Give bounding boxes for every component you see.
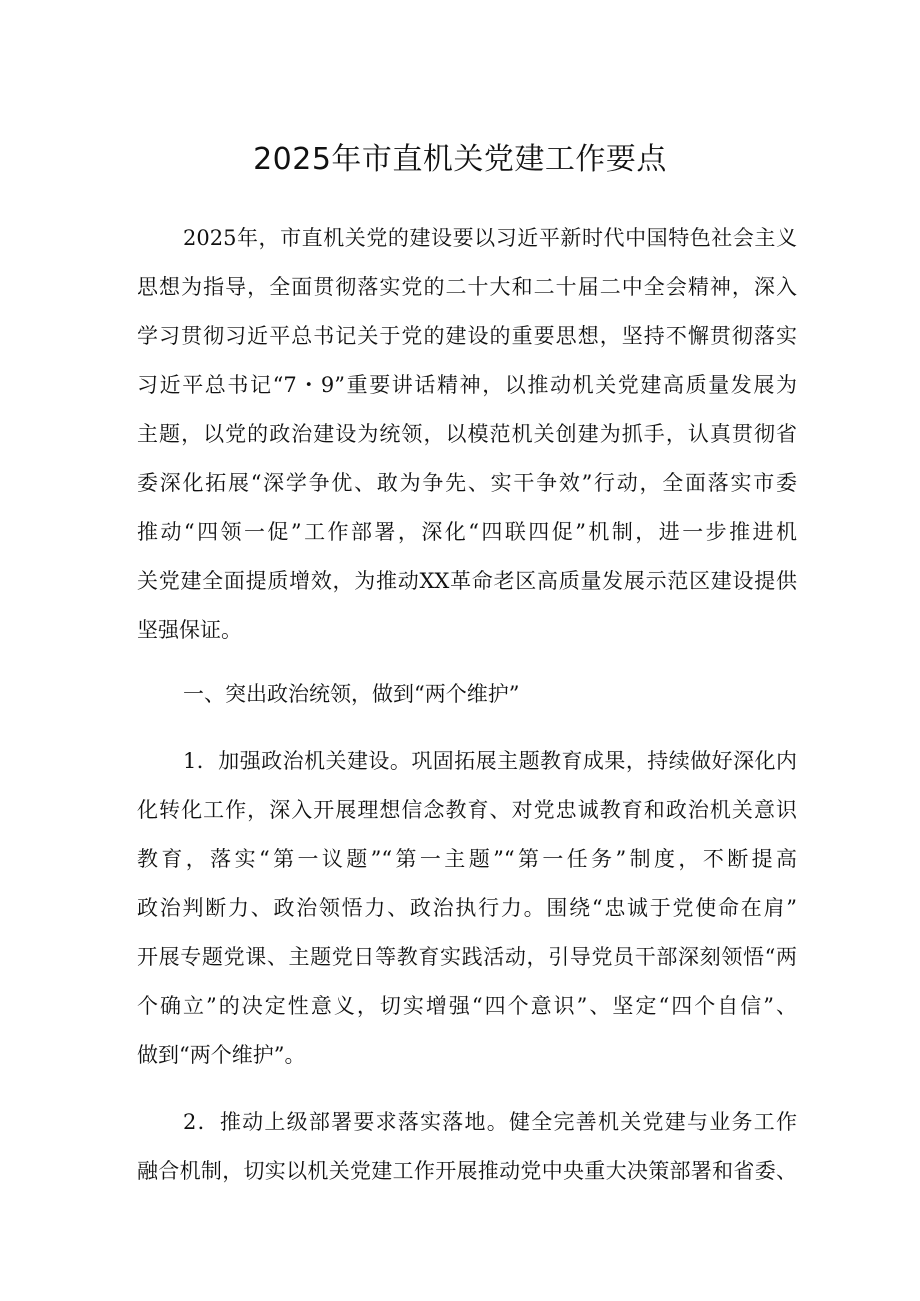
intro-line: 主题，以党的政治建设为统领，以模范机关创建为抓手，认真贯彻省	[137, 422, 797, 446]
item-1-line: 1．加强政治机关建设。巩固拓展主题教育成果，持续做好深化内	[183, 749, 797, 773]
item-1-line: 教育，落实“第一议题”“第一主题”“第一任务”制度，不断提高	[137, 847, 797, 871]
intro-paragraph	[137, 214, 797, 655]
intro-line: 委深化拓展“深学争优、敢为争先、实干争效”行动，全面落实市委	[137, 471, 797, 495]
intro-line: 思想为指导，全面贯彻落实党的二十大和二十届二中全会精神，深入	[137, 275, 797, 299]
item-2-line: 融合机制，切实以机关党建工作开展推动党中央重大决策部署和省委、	[137, 1159, 797, 1183]
intro-line: 关党建全面提质增效，为推动XX革命老区高质量发展示范区建设提供	[137, 569, 797, 593]
item-1-paragraph	[137, 737, 797, 1080]
item-1-line: 化转化工作，深入开展理想信念教育、对党忠诚教育和政治机关意识	[137, 798, 797, 822]
intro-line: 习近平总书记“7・9”重要讲话精神，以推动机关党建高质量发展为	[137, 373, 797, 397]
intro-line: 学习贯彻习近平总书记关于党的建设的重要思想，坚持不懈贯彻落实	[137, 324, 797, 348]
intro-line: 推动“四领一促”工作部署，深化“四联四促”机制，进一步推进机	[137, 520, 797, 544]
item-1-line: 做到“两个维护”。	[137, 1043, 306, 1067]
intro-line: 2025年，市直机关党的建设要以习近平新时代中国特色社会主义	[183, 226, 797, 250]
section-1-heading: 一、突出政治统领，做到“两个维护”	[183, 682, 520, 706]
intro-line: 坚强保证。	[137, 618, 242, 642]
section-1-heading-block	[137, 670, 797, 719]
item-1-line: 政治判断力、政治领悟力、政治执行力。围绕“忠诚于党使命在肩”	[137, 896, 797, 920]
item-1-line: 个确立”的决定性意义，切实增强“四个意识”、坚定“四个自信”、	[137, 994, 797, 1018]
document-title: 2025年市直机关党建工作要点	[253, 142, 667, 177]
item-2-paragraph	[137, 1098, 797, 1196]
item-2-line: 2．推动上级部署要求落实落地。健全完善机关党建与业务工作	[183, 1110, 797, 1134]
item-1-line: 开展专题党课、主题党日等教育实践活动，引导党员干部深刻领悟“两	[137, 945, 797, 969]
